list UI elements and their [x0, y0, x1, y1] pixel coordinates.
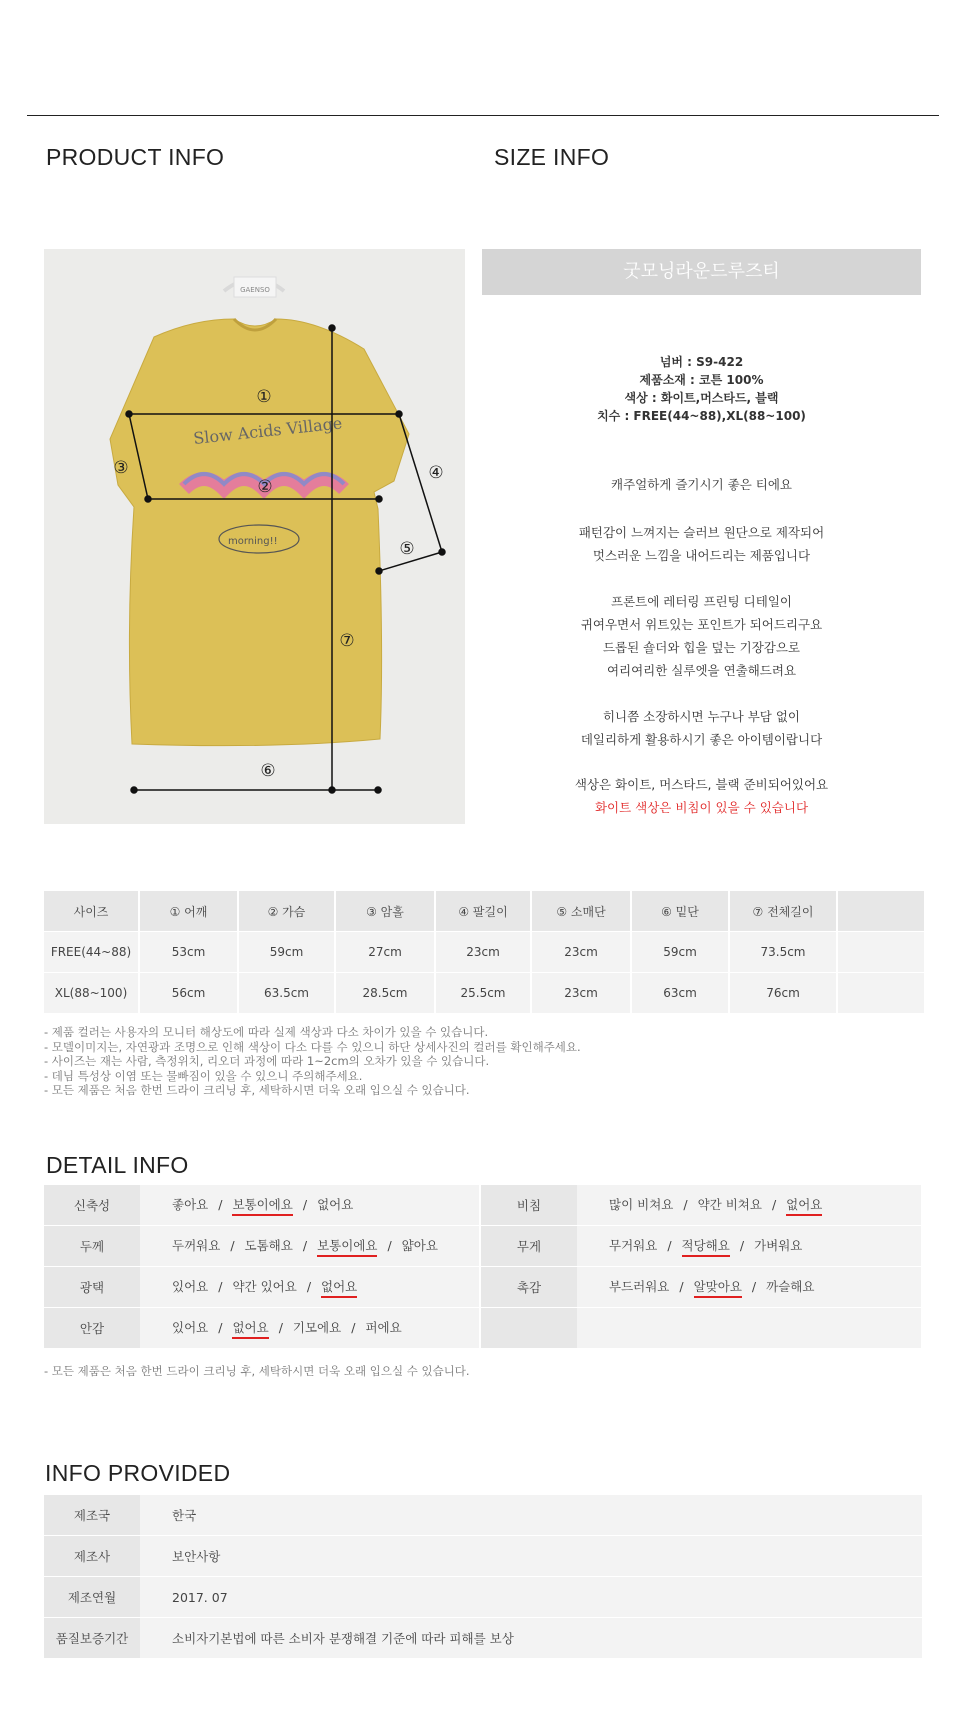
- header-cell: [837, 891, 925, 932]
- table-cell: [837, 932, 925, 973]
- option-separator: /: [739, 1237, 745, 1253]
- table-cell: 76cm: [729, 973, 837, 1014]
- option-separator: /: [679, 1278, 684, 1294]
- table-cell: 59cm: [238, 932, 335, 973]
- table-row: [44, 973, 925, 1014]
- spec-colors: 색상 : 화이트,머스타드, 블랙: [624, 391, 779, 405]
- detail-label: 촉감: [480, 1267, 577, 1308]
- table-cell: 25.5cm: [435, 973, 531, 1014]
- option: 두꺼워요: [172, 1237, 221, 1253]
- option-separator: /: [683, 1196, 688, 1212]
- marker-6: ⑥: [260, 761, 276, 781]
- table-row: [44, 1618, 922, 1659]
- option-separator: /: [387, 1237, 392, 1253]
- desc-line: 프론트에 레터링 프린팅 디테일이: [611, 594, 792, 609]
- provided-value: 2017. 07: [140, 1577, 922, 1618]
- print-text: Slow Acids Village: [192, 413, 344, 448]
- desc-intro: 캐주얼하게 즐기시기 좋은 티에요: [611, 477, 792, 492]
- marker-3: ③: [113, 458, 129, 478]
- option: 좋아요: [172, 1196, 209, 1212]
- table-cell: 23cm: [531, 932, 631, 973]
- detail-label: [480, 1308, 577, 1349]
- table-cell: 23cm: [435, 932, 531, 973]
- info-provided-title: INFO PROVIDED: [45, 1460, 231, 1486]
- note-line: - 모든 제품은 처음 한번 드라이 크리닝 후, 세탁하시면 더욱 오래 입으실 수 있습니다.: [44, 1083, 470, 1098]
- table-cell: XL(88~100): [44, 973, 139, 1014]
- table-row: [44, 1577, 922, 1618]
- selected-option: 없어요: [786, 1195, 822, 1216]
- option: 있어요: [172, 1319, 209, 1335]
- table-row: [44, 1536, 922, 1577]
- option: 없어요: [317, 1196, 354, 1212]
- option-separator: /: [218, 1319, 223, 1335]
- brand-tag: GAENSO: [240, 286, 270, 294]
- table-cell: 27cm: [335, 932, 435, 973]
- note-line: - 사이즈는 재는 사람, 측정위치, 리오더 과정에 따라 1~2cm의 오차가 있을 수 있습니다.: [44, 1054, 490, 1069]
- option: 도톰해요: [244, 1237, 293, 1253]
- header-cell: ② 가슴: [238, 891, 335, 932]
- option: 얇아요: [401, 1237, 438, 1253]
- product-specs: [482, 353, 921, 425]
- detail-note: - 모든 제품은 처음 한번 드라이 크리닝 후, 세탁하시면 더욱 오래 입으실 수 있습니다.: [44, 1364, 470, 1378]
- table-cell: 23cm: [531, 973, 631, 1014]
- info-provided-table: [44, 1495, 922, 1659]
- table-cell: 63cm: [631, 973, 729, 1014]
- selected-option: 보통이에요: [317, 1236, 377, 1257]
- option: 가벼워요: [754, 1237, 803, 1253]
- desc-warning: 화이트 색상은 비침이 있을 수 있습니다: [594, 800, 809, 815]
- provided-value: 소비자기본법에 따른 소비자 분쟁해결 기준에 따라 피해를 보상: [140, 1618, 922, 1659]
- spec-material: 제품소재 : 코튼 100%: [639, 373, 764, 387]
- header-cell: ① 어깨: [139, 891, 238, 932]
- detail-row: [44, 1267, 921, 1308]
- option-separator: /: [306, 1278, 312, 1294]
- detail-info-title: DETAIL INFO: [46, 1152, 189, 1178]
- size-info-title: SIZE INFO: [494, 144, 610, 170]
- detail-label: 신축성: [44, 1185, 140, 1226]
- table-cell: 28.5cm: [335, 973, 435, 1014]
- marker-5: ⑤: [399, 539, 415, 559]
- marker-4: ④: [428, 463, 444, 483]
- option: 많이 비쳐요: [609, 1196, 674, 1212]
- option: 까슬해요: [766, 1278, 815, 1294]
- option: 기모에요: [292, 1319, 342, 1335]
- header-cell: ⑦ 전체길이: [729, 891, 837, 932]
- provided-label: 품질보증기간: [44, 1618, 140, 1659]
- note-line: - 모델이미지는, 자연광과 조명으로 인해 색상이 다소 다를 수 있으니 하단 상세사진의 컬러를 확인해주세요.: [44, 1039, 581, 1054]
- selected-option: 적당해요: [682, 1236, 730, 1257]
- detail-options: [577, 1267, 921, 1308]
- option-separator: /: [751, 1278, 757, 1294]
- print-bubble-text: morning!!: [228, 536, 278, 547]
- product-photo: [44, 249, 465, 824]
- detail-row: [44, 1308, 921, 1349]
- detail-row: [44, 1185, 921, 1226]
- desc-design: [482, 590, 921, 682]
- table-cell: 53cm: [139, 932, 238, 973]
- desc-line: 데일리하게 활용하시기 좋은 아이템이랍니다: [580, 732, 823, 747]
- detail-label: 광택: [44, 1267, 140, 1308]
- detail-options: [577, 1226, 921, 1267]
- desc-line: 귀여우면서 위트있는 포인트가 되어드리구요: [580, 617, 823, 632]
- table-cell: 56cm: [139, 973, 238, 1014]
- detail-row: [44, 1226, 921, 1267]
- desc-line: 드롭된 숄더와 힙을 덮는 기장감으로: [602, 640, 801, 655]
- desc-daily: [482, 705, 921, 751]
- marker-2: ②: [257, 477, 273, 497]
- header-cell: ③ 암홀: [335, 891, 435, 932]
- option-separator: /: [351, 1319, 356, 1335]
- option-separator: /: [278, 1319, 283, 1335]
- top-divider: [27, 115, 939, 116]
- note-line: - 제품 컬러는 사용자의 모니터 해상도에 따라 실제 색상과 다소 차이가 있을 수 있습니다.: [44, 1025, 489, 1039]
- spec-number: 넘버 : S9-422: [659, 355, 744, 369]
- size-table: [44, 891, 926, 1014]
- product-info-title: PRODUCT INFO: [46, 144, 225, 170]
- table-row: [44, 932, 925, 973]
- header-cell: ⑥ 밑단: [631, 891, 729, 932]
- option-separator: /: [771, 1196, 777, 1212]
- option: 퍼에요: [365, 1319, 402, 1335]
- desc-line: 색상은 화이트, 머스타드, 블랙 준비되어있어요: [574, 777, 829, 792]
- detail-options: [577, 1185, 921, 1226]
- detail-label: 안감: [44, 1308, 140, 1349]
- tshirt-illustration: [44, 249, 465, 824]
- marker-1: ①: [256, 387, 272, 407]
- detail-table: [44, 1185, 921, 1349]
- option: 약간 비쳐요: [697, 1196, 762, 1212]
- header-cell: 사이즈: [44, 891, 139, 932]
- provided-label: 제조국: [44, 1495, 140, 1536]
- marker-7: ⑦: [339, 631, 355, 651]
- option: 있어요: [172, 1278, 209, 1294]
- option-separator: /: [218, 1278, 223, 1294]
- selected-option: 알맞아요: [694, 1277, 742, 1298]
- desc-fabric: [482, 521, 921, 567]
- option: 부드러워요: [609, 1278, 670, 1294]
- detail-options: [140, 1226, 480, 1267]
- desc-line: 패턴감이 느껴지는 슬러브 원단으로 제작되어: [578, 525, 825, 540]
- provided-label: 제조연월: [44, 1577, 140, 1618]
- header-cell: ④ 팔길이: [435, 891, 531, 932]
- size-table-header: [44, 891, 925, 932]
- desc-line: 여리여리한 실루엣을 연출해드려요: [606, 663, 797, 678]
- desc-line: 히니쯤 소장하시면 누구나 부담 없이: [602, 709, 801, 724]
- detail-options: [577, 1308, 921, 1349]
- note-line: - 데님 특성상 이염 또는 물빠짐이 있을 수 있으니 주의해주세요.: [44, 1068, 363, 1083]
- selected-option: 보통이에요: [232, 1195, 292, 1216]
- selected-option: 없어요: [321, 1277, 357, 1298]
- detail-options: [140, 1185, 480, 1226]
- size-notes: [44, 1025, 581, 1098]
- detail-options: [140, 1308, 480, 1349]
- spec-sizes: 치수 : FREE(44~88),XL(88~100): [597, 409, 806, 423]
- desc-line: 멋스러운 느낌을 내어드리는 제품입니다: [592, 548, 811, 563]
- detail-label: 두께: [44, 1226, 140, 1267]
- option-separator: /: [302, 1237, 308, 1253]
- detail-label: 비침: [480, 1185, 577, 1226]
- table-row: [44, 1495, 922, 1536]
- option-separator: /: [667, 1237, 672, 1253]
- option-separator: /: [218, 1196, 223, 1212]
- product-name: 굿모닝라운드루즈티: [482, 249, 921, 295]
- header-cell: ⑤ 소매단: [531, 891, 631, 932]
- table-cell: [837, 973, 925, 1014]
- table-cell: FREE(44~88): [44, 932, 139, 973]
- table-cell: 63.5cm: [238, 973, 335, 1014]
- provided-value: 보안사항: [140, 1536, 922, 1577]
- selected-option: 없어요: [232, 1318, 268, 1339]
- desc-colors: [482, 773, 921, 819]
- detail-label: 무게: [480, 1226, 577, 1267]
- option-separator: /: [302, 1196, 308, 1212]
- table-cell: 73.5cm: [729, 932, 837, 973]
- detail-options: [140, 1267, 480, 1308]
- option: 약간 있어요: [232, 1278, 297, 1294]
- provided-value: 한국: [140, 1495, 922, 1536]
- table-cell: 59cm: [631, 932, 729, 973]
- option: 무거워요: [609, 1237, 658, 1253]
- option-separator: /: [230, 1237, 235, 1253]
- provided-label: 제조사: [44, 1536, 140, 1577]
